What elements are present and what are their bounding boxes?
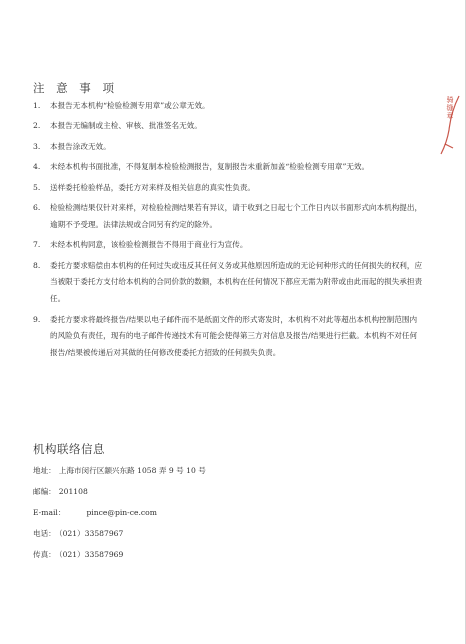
notice-item-9 <box>33 312 423 362</box>
notice-title: 注 意 事 项 <box>33 81 118 95</box>
fax-label: 传真： <box>33 550 56 559</box>
item-text: 未经本机构同意，该检验检测报告不得用于商业行为宣传。 <box>50 240 248 250</box>
notice-item-8 <box>33 258 423 308</box>
item-number: 6. <box>33 202 41 212</box>
contact-info <box>33 460 393 565</box>
postcode-value: 201108 <box>58 487 88 496</box>
email-line <box>33 502 393 523</box>
postcode-line <box>33 481 393 502</box>
postcode-label: 邮编： <box>33 487 56 496</box>
notice-item-3 <box>33 139 423 156</box>
fax-line <box>33 544 393 565</box>
item-text: 委托方要求赔偿由本机构的任何过失或违反其任何义务或其他原因所造成的无论何种形式的任何损失的权利，应当被限于委托方支付给本机构的合同价款的数额，本机构在任何情况下都应无需为附带或由此而起的损失承担责任。 <box>50 260 423 304</box>
phone-label: 电话： <box>33 529 56 538</box>
address-line <box>33 460 393 481</box>
phone-value: （021）33587967 <box>58 529 124 538</box>
item-text: 本报告涂改无效。 <box>50 141 111 151</box>
seam-stamp-text: 骑缝章 <box>446 96 454 120</box>
item-text: 检验检测结果仅针对来样，对检验检测结果若有异议，请于收到之日起七个工作日内以书面形式向本机构提出，逾期不予受理。法律法规或合同另有约定的除外。 <box>50 202 423 229</box>
item-text: 本报告无编制或主检、审核、批准签名无效。 <box>50 121 202 131</box>
notice-item-1 <box>33 98 423 115</box>
notice-item-7 <box>33 237 423 254</box>
phone-line <box>33 523 393 544</box>
item-number: 5. <box>33 182 41 192</box>
item-number: 3. <box>33 141 41 151</box>
address-label: 地址： <box>33 466 56 475</box>
notice-item-2 <box>33 118 423 135</box>
item-number: 4. <box>33 162 41 172</box>
fax-value: （021）33587969 <box>58 550 124 559</box>
item-number: 2. <box>33 121 41 131</box>
item-number: 8. <box>33 260 41 270</box>
item-text: 送样委托检验样品，委托方对来样及相关信息的真实性负责。 <box>50 182 256 192</box>
contact-title: 机构联络信息 <box>33 442 105 456</box>
email-value: pince@pin-ce.com <box>86 508 157 517</box>
item-text: 本报告无本机构“检验检测专用章”或公章无效。 <box>50 101 210 110</box>
address-value: 上海市闵行区颛兴东路 1058 弄 9 号 10 号 <box>58 466 206 475</box>
item-number: 7. <box>33 240 41 250</box>
notice-list <box>33 98 423 366</box>
notice-item-4 <box>33 159 423 176</box>
item-number: 1. <box>33 101 41 110</box>
notice-item-6 <box>33 200 423 234</box>
item-text: 未经本机构书面批准，不得复制本检验检测报告，复制报告未重新加盖“检验检测专用章”无效。 <box>50 162 370 172</box>
notice-item-5 <box>33 180 423 197</box>
email-label: E-mail： <box>33 508 66 517</box>
item-number: 9. <box>33 314 41 324</box>
item-text: 委托方要求将最终报告/结果以电子邮件而不是纸面文件的形式寄发时，本机构不对此等超出本机构控制范围内的风险负有责任，现有的电子邮件传递技术有可能会使得第三方对信息及报告/结果进行拦截。本机构不对任何报告/结果被传递后对其做的任何修改使委托方招致的任何损失负责。 <box>50 314 418 358</box>
